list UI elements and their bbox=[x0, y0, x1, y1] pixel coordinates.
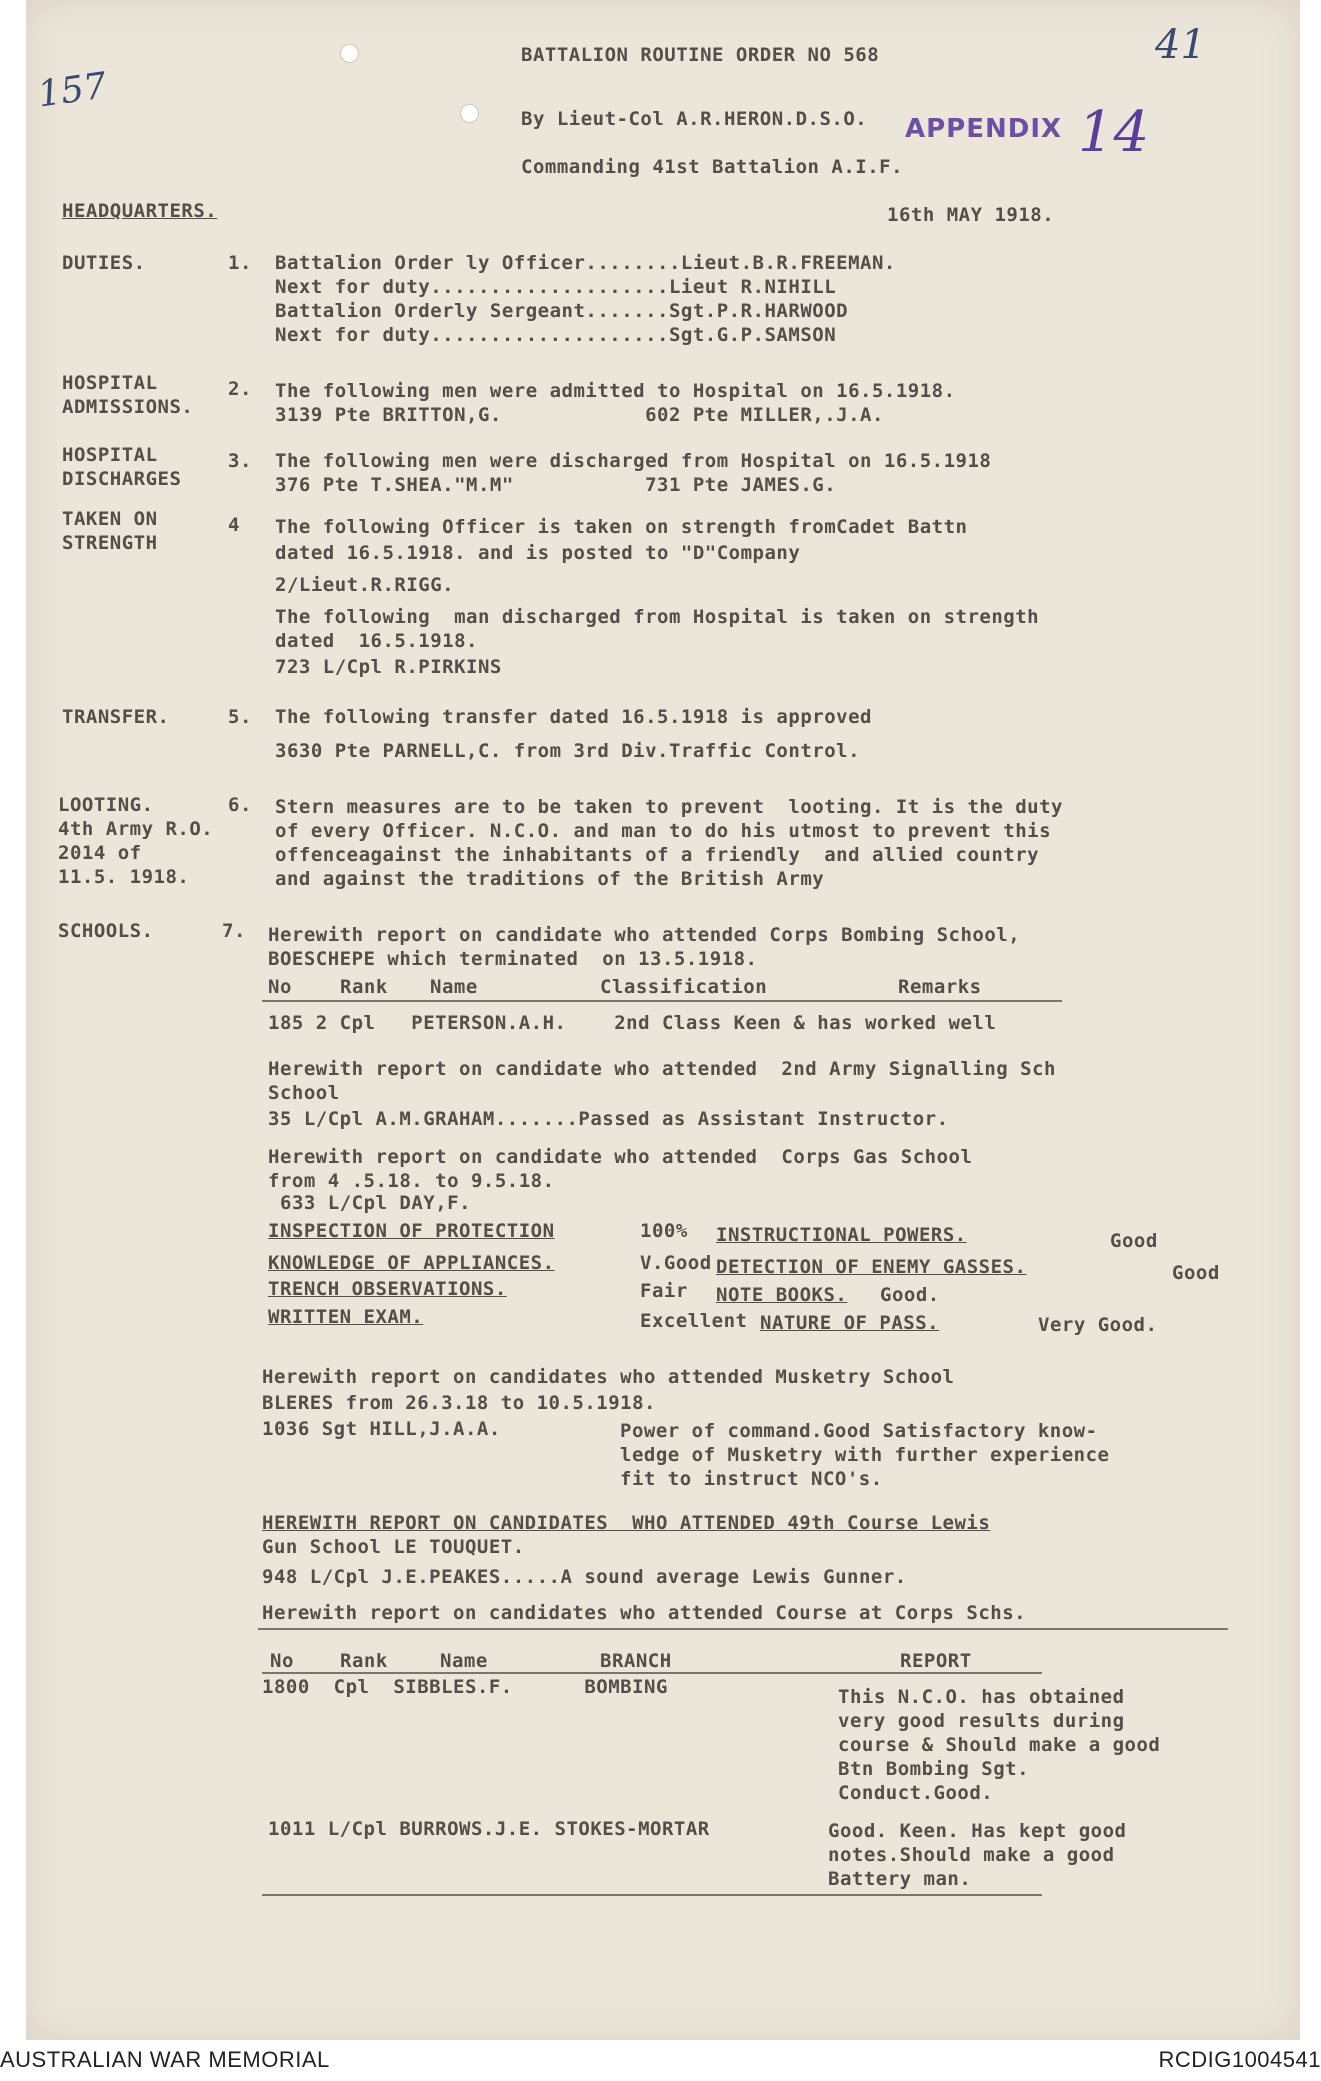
column-header-branch: BRANCH bbox=[600, 1650, 672, 1672]
text-line: Battalion Orderly Sergeant.......Sgt.P.R.HARWOOD bbox=[275, 300, 849, 322]
text-line: Battery man. bbox=[828, 1868, 972, 1890]
text-line: HEREWITH REPORT ON CANDIDATES WHO ATTENDED 49th Course Lewis bbox=[262, 1512, 991, 1534]
section-label: TRANSFER. bbox=[62, 706, 170, 728]
gas-grade-value: Excellent bbox=[640, 1310, 748, 1332]
text-line: This N.C.O. has obtained bbox=[838, 1686, 1125, 1708]
section-number: 6. bbox=[228, 794, 252, 816]
text-line: Next for duty....................Lieut R.NIHILL bbox=[275, 276, 837, 298]
text-line: 1011 L/Cpl BURROWS.J.E. STOKES-MORTAR bbox=[268, 1818, 710, 1840]
text-line: 633 L/Cpl DAY,F. bbox=[280, 1192, 472, 1214]
text-line: 2/Lieut.R.RIGG. bbox=[275, 574, 455, 596]
text-line: of every Officer. N.C.O. and man to do his utmost to prevent this bbox=[275, 820, 1052, 842]
text-line: School bbox=[268, 1082, 340, 1104]
section-label: TAKEN ON bbox=[62, 508, 158, 530]
text-line: The following man discharged from Hospital is taken on strength bbox=[275, 606, 1040, 628]
gas-grade-value: Good. bbox=[880, 1284, 940, 1306]
section-number: 1. bbox=[228, 252, 252, 274]
gas-grade-label: NOTE BOOKS. bbox=[716, 1284, 848, 1306]
section-label: 4th Army R.O. bbox=[58, 818, 214, 840]
text-line: very good results during bbox=[838, 1710, 1125, 1732]
text-line: 1036 Sgt HILL,J.A.A. bbox=[262, 1418, 501, 1440]
text-line: and against the traditions of the British Army bbox=[275, 868, 825, 890]
text-line: Battalion Order ly Officer........Lieut.B.R.FREEMAN. bbox=[275, 252, 896, 274]
text-line: course & Should make a good bbox=[838, 1734, 1161, 1756]
text-line: Stern measures are to be taken to prevent looting. It is the duty bbox=[275, 796, 1063, 818]
text-line: The following transfer dated 16.5.1918 is approved bbox=[275, 706, 872, 728]
text-line: 376 Pte T.SHEA."M.M" 731 Pte JAMES.G. bbox=[275, 474, 837, 496]
section-number: 2. bbox=[228, 378, 252, 400]
column-header-remarks: Remarks bbox=[898, 976, 982, 998]
punch-hole bbox=[460, 104, 479, 123]
text-line: The following men were discharged from Hospital on 16.5.1918 bbox=[275, 450, 992, 472]
text-line: 3630 Pte PARNELL,C. from 3rd Div.Traffic Control. bbox=[275, 740, 861, 762]
text-line: 723 L/Cpl R.PIRKINS bbox=[275, 656, 502, 678]
text-line: fit to instruct NCO's. bbox=[620, 1468, 883, 1490]
section-label: DISCHARGES bbox=[62, 468, 182, 490]
column-header-classification: Classification bbox=[600, 976, 768, 998]
order-by: By Lieut-Col A.R.HERON.D.S.O. bbox=[521, 108, 868, 130]
gas-grade-label: KNOWLEDGE OF APPLIANCES. bbox=[268, 1252, 555, 1274]
section-label: DUTIES. bbox=[62, 252, 146, 274]
footer-institution: AUSTRALIAN WAR MEMORIAL bbox=[0, 2047, 330, 2072]
order-commanding: Commanding 41st Battalion A.I.F. bbox=[521, 156, 904, 178]
rule-line bbox=[262, 1894, 1042, 1896]
gas-grade-label: NATURE OF PASS. bbox=[760, 1312, 940, 1334]
section-label: 11.5. 1918. bbox=[58, 866, 190, 888]
headquarters-label: HEADQUARTERS. bbox=[62, 200, 218, 222]
text-line: Gun School LE TOUQUET. bbox=[262, 1536, 525, 1558]
text-line: 948 L/Cpl J.E.PEAKES.....A sound average Lewis Gunner. bbox=[262, 1566, 907, 1588]
text-line: The following Officer is taken on strength fromCadet Battn bbox=[275, 516, 968, 538]
gas-grade-value: 100% bbox=[640, 1220, 688, 1242]
text-line: Btn Bombing Sgt. bbox=[838, 1758, 1030, 1780]
text-line: BLERES from 26.3.18 to 10.5.1918. bbox=[262, 1392, 656, 1414]
section-number: 7. bbox=[222, 920, 246, 942]
column-header-no: No bbox=[270, 1650, 294, 1672]
rule-line bbox=[262, 1672, 1042, 1674]
gas-grade-value: Very Good. bbox=[1038, 1314, 1158, 1336]
gas-grade-label: WRITTEN EXAM. bbox=[268, 1306, 424, 1328]
handwritten-page-number: 157 bbox=[35, 65, 110, 116]
text-line: Power of command.Good Satisfactory know- bbox=[620, 1420, 1098, 1442]
column-header-report: REPORT bbox=[900, 1650, 972, 1672]
text-line: The following men were admitted to Hospital on 16.5.1918. bbox=[275, 380, 956, 402]
text-line: from 4 .5.18. to 9.5.18. bbox=[268, 1170, 555, 1192]
order-date: 16th MAY 1918. bbox=[887, 204, 1055, 226]
gas-grade-value: Fair bbox=[640, 1280, 688, 1302]
text-line: dated 16.5.1918. bbox=[275, 630, 478, 652]
text-line: Herewith report on candidates who attended Musketry School bbox=[262, 1366, 955, 1388]
gas-grade-label: INSTRUCTIONAL POWERS. bbox=[716, 1224, 967, 1246]
text-line: 3139 Pte BRITTON,G. 602 Pte MILLER,.J.A. bbox=[275, 404, 884, 426]
handwritten-appendix-number: 14 bbox=[1078, 100, 1150, 165]
order-title: BATTALION ROUTINE ORDER NO 568 bbox=[521, 44, 880, 66]
handwritten-folio-number: 41 bbox=[1155, 22, 1206, 68]
gas-grade-value: V.Good bbox=[640, 1252, 712, 1274]
section-label: HOSPITAL bbox=[62, 444, 158, 466]
text-line: ledge of Musketry with further experience bbox=[620, 1444, 1110, 1466]
text-line: dated 16.5.1918. and is posted to "D"Company bbox=[275, 542, 801, 564]
gas-grade-label: TRENCH OBSERVATIONS. bbox=[268, 1278, 507, 1300]
rule-line bbox=[258, 1628, 1228, 1630]
text-line: 185 2 Cpl PETERSON.A.H. 2nd Class Keen & has worked well bbox=[268, 1012, 997, 1034]
punch-hole bbox=[340, 44, 359, 63]
section-label: STRENGTH bbox=[62, 532, 158, 554]
gas-grade-label: INSPECTION OF PROTECTION bbox=[268, 1220, 555, 1242]
section-number: 4 bbox=[228, 514, 240, 536]
text-line: Herewith report on candidate who attended Corps Gas School bbox=[268, 1146, 973, 1168]
text-line: BOESCHEPE which terminated on 13.5.1918. bbox=[268, 948, 758, 970]
text-line: Next for duty....................Sgt.G.P.SAMSON bbox=[275, 324, 837, 346]
text-line: 35 L/Cpl A.M.GRAHAM.......Passed as Assistant Instructor. bbox=[268, 1108, 949, 1130]
gas-grade-value: Good bbox=[1110, 1230, 1158, 1252]
column-header-rank: Rank bbox=[340, 1650, 388, 1672]
section-label: HOSPITAL bbox=[62, 372, 158, 394]
column-header-no: No bbox=[268, 976, 292, 998]
section-label: LOOTING. bbox=[58, 794, 154, 816]
text-line: offenceagainst the inhabitants of a friendly and allied country bbox=[275, 844, 1040, 866]
gas-grade-value: Good bbox=[1172, 1262, 1220, 1284]
text-line: Herewith report on candidate who attended Corps Bombing School, bbox=[268, 924, 1021, 946]
text-line: 1800 Cpl SIBBLES.F. BOMBING bbox=[262, 1676, 668, 1698]
text-line: Conduct.Good. bbox=[838, 1782, 994, 1804]
section-number: 3. bbox=[228, 450, 252, 472]
section-label: 2014 of bbox=[58, 842, 142, 864]
text-line: Herewith report on candidate who attended 2nd Army Signalling Sch bbox=[268, 1058, 1056, 1080]
section-number: 5. bbox=[228, 706, 252, 728]
rule-line bbox=[262, 1000, 1062, 1002]
column-header-rank: Rank bbox=[340, 976, 388, 998]
footer-reference: RCDIG1004541 bbox=[1158, 2047, 1321, 2072]
section-label: SCHOOLS. bbox=[58, 920, 154, 942]
column-header-name: Name bbox=[430, 976, 478, 998]
section-label: ADMISSIONS. bbox=[62, 396, 194, 418]
text-line: Herewith report on candidates who attended Course at Corps Schs. bbox=[262, 1602, 1027, 1624]
gas-grade-label: DETECTION OF ENEMY GASSES. bbox=[716, 1256, 1027, 1278]
text-line: Good. Keen. Has kept good bbox=[828, 1820, 1127, 1842]
appendix-stamp: APPENDIX bbox=[905, 114, 1063, 144]
column-header-name: Name bbox=[440, 1650, 488, 1672]
text-line: notes.Should make a good bbox=[828, 1844, 1115, 1866]
